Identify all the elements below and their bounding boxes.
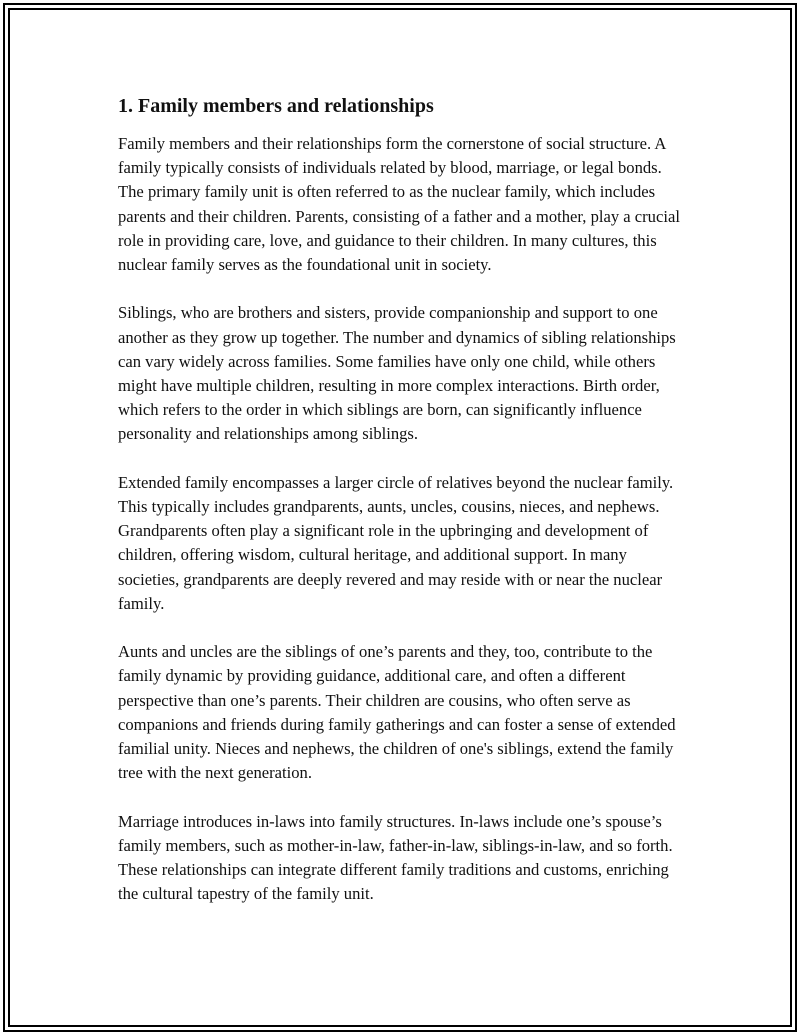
paragraph-in-laws: Marriage introduces in-laws into family structures. In-laws include one’s spouse’s family members, such as mother-in-law, father-in-law, siblings-in-law, and so forth. These relationships can integrate different family traditions and customs, enriching the cultural tapestry of the family unit. bbox=[118, 811, 673, 904]
document-body bbox=[118, 92, 690, 931]
section-heading: 1. Family members and relationships bbox=[118, 95, 434, 117]
paragraph-nuclear-family: Family members and their relationships form the cornerstone of social structure. A family typically consists of individuals related by blood, marriage, or legal bonds. The primary family unit is often referred to as the nuclear family, which includes parents and their children. Parents, consisting of a father and a mother, play a crucial role in providing care, love, and guidance to their children. In many cultures, this nuclear family serves as the foundational unit in society. bbox=[118, 134, 680, 275]
paragraph-extended-family: Extended family encompasses a larger circle of relatives beyond the nuclear family. This typically includes grandparents, aunts, uncles, cousins, nieces, and nephews. Grandparents often play a significant role in the upbringing and development of children, offering wisdom, cultural heritage, and additional support. In many societies, grandparents are deeply revered and may reside with or near the nuclear family. bbox=[118, 472, 674, 613]
paragraph-siblings: Siblings, who are brothers and sisters, provide companionship and support to one another as they grow up together. The number and dynamics of sibling relationships can vary widely across families. Some families have only one child, while others might have multiple children, resulting in more complex interactions. Birth order, which refers to the order in which siblings are born, can significantly influence personality and relationships among siblings. bbox=[118, 303, 676, 444]
paragraph-aunts-uncles: Aunts and uncles are the siblings of one’s parents and they, too, contribute to the family dynamic by providing guidance, additional care, and often a different perspective than one’s parents. Their children are cousins, who often serve as companions and friends during family gatherings and can foster a sense of extended familial unity. Nieces and nephews, the children of one's siblings, extend the family tree with the next generation. bbox=[118, 642, 676, 783]
